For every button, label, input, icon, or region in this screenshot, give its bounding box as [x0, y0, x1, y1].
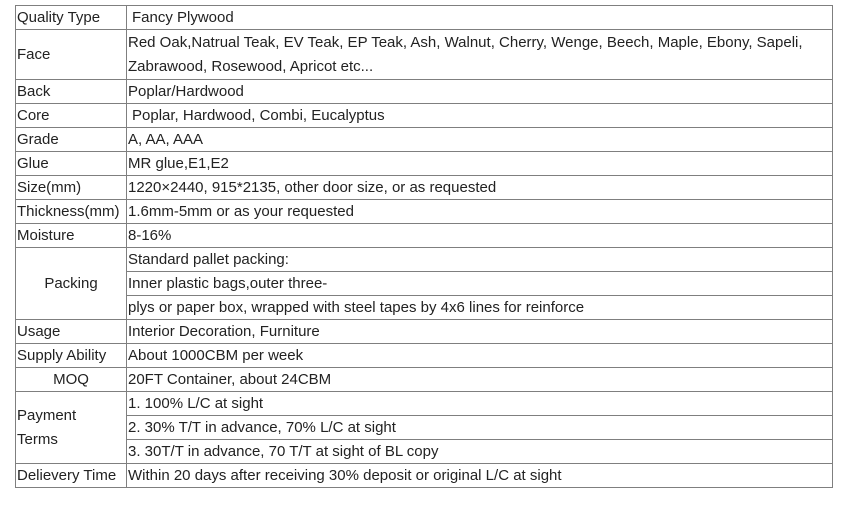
spec-table-container — [15, 5, 833, 488]
table-row-payment — [16, 392, 833, 416]
packing-line-2: Inner plastic bags,outer three- — [127, 272, 833, 296]
payment-label-line-1: Payment — [17, 406, 77, 424]
row-label: Packing — [16, 248, 127, 320]
table-row-grade — [16, 128, 833, 152]
packing-line-3: plys or paper box, wrapped with steel tapes by 4x6 lines for reinforce — [127, 296, 833, 320]
table-row-packing — [16, 248, 833, 272]
table-row-core — [16, 104, 833, 128]
row-value: 20FT Container, about 24CBM — [127, 368, 833, 392]
row-label: Moisture — [16, 224, 127, 248]
row-label: MOQ — [16, 368, 127, 392]
table-row-glue — [16, 152, 833, 176]
table-row-moisture — [16, 224, 833, 248]
table-row-moq — [16, 368, 833, 392]
payment-label-line-2: Terms — [17, 430, 58, 448]
row-label: Core — [16, 104, 127, 128]
table-row-quality-type — [16, 6, 833, 30]
table-row-supply — [16, 344, 833, 368]
row-value: Red Oak,Natrual Teak, EV Teak, EP Teak, Ash, Walnut, Cherry, Wenge, Beech, Maple, Ebony, Sapeli, Zabrawood, Rosewood, Apricot etc... — [127, 30, 833, 80]
row-value: 8-16% — [127, 224, 833, 248]
table-row-payment-3 — [16, 440, 833, 464]
table-row-face — [16, 30, 833, 80]
row-label: Back — [16, 80, 127, 104]
row-label: Size(mm) — [16, 176, 127, 200]
row-value: About 1000CBM per week — [127, 344, 833, 368]
table-row-back — [16, 80, 833, 104]
row-value: A, AA, AAA — [127, 128, 833, 152]
row-value: 1220×2440, 915*2135, other door size, or as requested — [127, 176, 833, 200]
row-value: Within 20 days after receiving 30% deposit or original L/C at sight — [127, 464, 833, 488]
row-label: Quality Type — [16, 6, 127, 30]
row-value: Poplar/Hardwood — [127, 80, 833, 104]
payment-line-1: 1. 100% L/C at sight — [127, 392, 833, 416]
table-row-thickness — [16, 200, 833, 224]
table-row-packing-3 — [16, 296, 833, 320]
packing-line-1: Standard pallet packing: — [127, 248, 833, 272]
row-label: Glue — [16, 152, 127, 176]
table-row-payment-2 — [16, 416, 833, 440]
row-label: Delievery Time — [16, 464, 127, 488]
payment-line-3: 3. 30T/T in advance, 70 T/T at sight of BL copy — [127, 440, 833, 464]
row-label: Face — [16, 30, 127, 80]
table-row-delivery — [16, 464, 833, 488]
product-spec-table — [15, 5, 833, 488]
row-label — [16, 392, 127, 464]
row-label: Supply Ability — [16, 344, 127, 368]
row-label: Thickness(mm) — [16, 200, 127, 224]
row-label: Usage — [16, 320, 127, 344]
row-value: MR glue,E1,E2 — [127, 152, 833, 176]
table-row-usage — [16, 320, 833, 344]
row-value: Poplar, Hardwood, Combi, Eucalyptus — [127, 104, 833, 128]
table-row-packing-2 — [16, 272, 833, 296]
row-value: Fancy Plywood — [127, 6, 833, 30]
row-label: Grade — [16, 128, 127, 152]
payment-line-2: 2. 30% T/T in advance, 70% L/C at sight — [127, 416, 833, 440]
table-row-size — [16, 176, 833, 200]
row-value: 1.6mm-5mm or as your requested — [127, 200, 833, 224]
row-value: Interior Decoration, Furniture — [127, 320, 833, 344]
